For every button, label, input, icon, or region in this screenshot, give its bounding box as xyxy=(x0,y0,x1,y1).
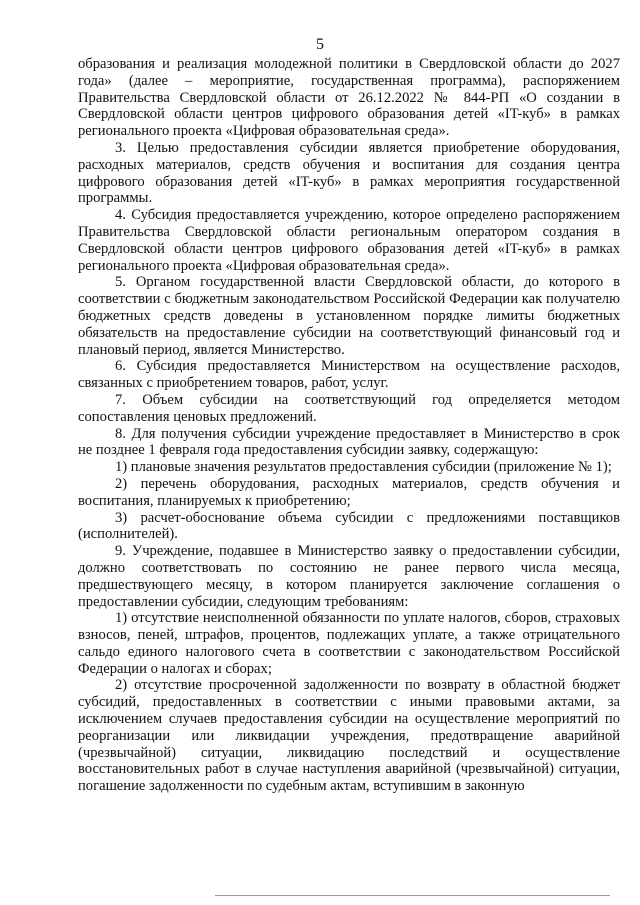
subitem-9-2: 2) отсутствие просроченной задолженности по возврату в областной бюджет субсидий, предоставленных в соответствии с иными правовыми актами, за исключением случаев предоставления субсидии на осуществление мероприятий по реорганизации или ликвидации учреждения, предотвращение аварийной (чрезвычайной) ситуации, ликвидацию последствий и осуществление восстановительных работ в случае наступления аварийной (чрезвычайной) ситуации, погашение задолженности по судебным актам, вступившим в законную xyxy=(78,677,620,795)
subitem-8-3: 3) расчет-обоснование объема субсидии с предложениями поставщиков (исполнителей). xyxy=(78,509,620,543)
subitem-8-1: 1) плановые значения результатов предоставления субсидии (приложение № 1); xyxy=(115,459,612,476)
paragraph-item-6: 6. Субсидия предоставляется Министерством на осуществление расходов, связанных с приобретением товаров, работ, услуг. xyxy=(78,358,620,392)
paragraph-item-4: 4. Субсидия предоставляется учреждению, которое определено распоряжением Правительства Свердловской области региональным оператором создания в Свердловской области центров цифрового образования детей «IT-куб» в рамках регионального проекта «Цифровая образовательная среда». xyxy=(78,207,620,274)
subitem-8-2: 2) перечень оборудования, расходных материалов, средств обучения и воспитания, планируемых к приобретению; xyxy=(78,475,620,509)
paragraph-item-7: 7. Объем субсидии на соответствующий год определяется методом сопоставления ценовых предложений. xyxy=(78,391,620,425)
paragraph-item-9: 9. Учреждение, подавшее в Министерство заявку о предоставлении субсидии, должно соответствовать по состоянию не ранее первого числа месяца, предшествующего месяцу, в котором планируется заключение соглашения о предоставлении субсидии, следующим требованиям: xyxy=(78,543,620,610)
document-body xyxy=(78,56,620,795)
paragraph-item-3: 3. Целью предоставления субсидии является приобретение оборудования, расходных материалов, средств обучения и воспитания для создания центра цифрового образования детей «IT-куб» в рамках мероприятия государственной программы. xyxy=(78,139,620,207)
paragraph-item-5: 5. Органом государственной власти Свердловской области, до которого в соответствии с бюджетным законодательством Российской Федерации как получателю бюджетных средств доведены в установленном порядке лимиты бюджетных обязательств на предоставление субсидии на соответствующий финансовый год и плановый период, является Министерство. xyxy=(78,274,620,358)
page-number: 5 xyxy=(316,36,324,53)
subitem-9-1: 1) отсутствие неисполненной обязанности по уплате налогов, сборов, страховых взносов, пеней, штрафов, процентов, подлежащих уплате, а также отрицательного сальдо единого налогового счета в соответствии с законодательством Российской Федерации о налогах и сборах; xyxy=(78,610,620,677)
paragraph-item-8: 8. Для получения субсидии учреждение предоставляет в Министерство в срок не позднее 1 февраля года предоставления субсидии заявку, содержащую: xyxy=(78,425,620,459)
paragraph-continuation: образования и реализация молодежной политики в Свердловской области до 2027 года» (далее – мероприятие, государственная программа), распоряжением Правительства Свердловской области от 26.12.2022 № 844-РП «О создании в Свердловской области центров цифрового образования детей «IT-куб» в рамках регионального проекта «Цифровая образовательная среда». xyxy=(78,56,620,140)
page-bottom-rule xyxy=(215,895,610,896)
